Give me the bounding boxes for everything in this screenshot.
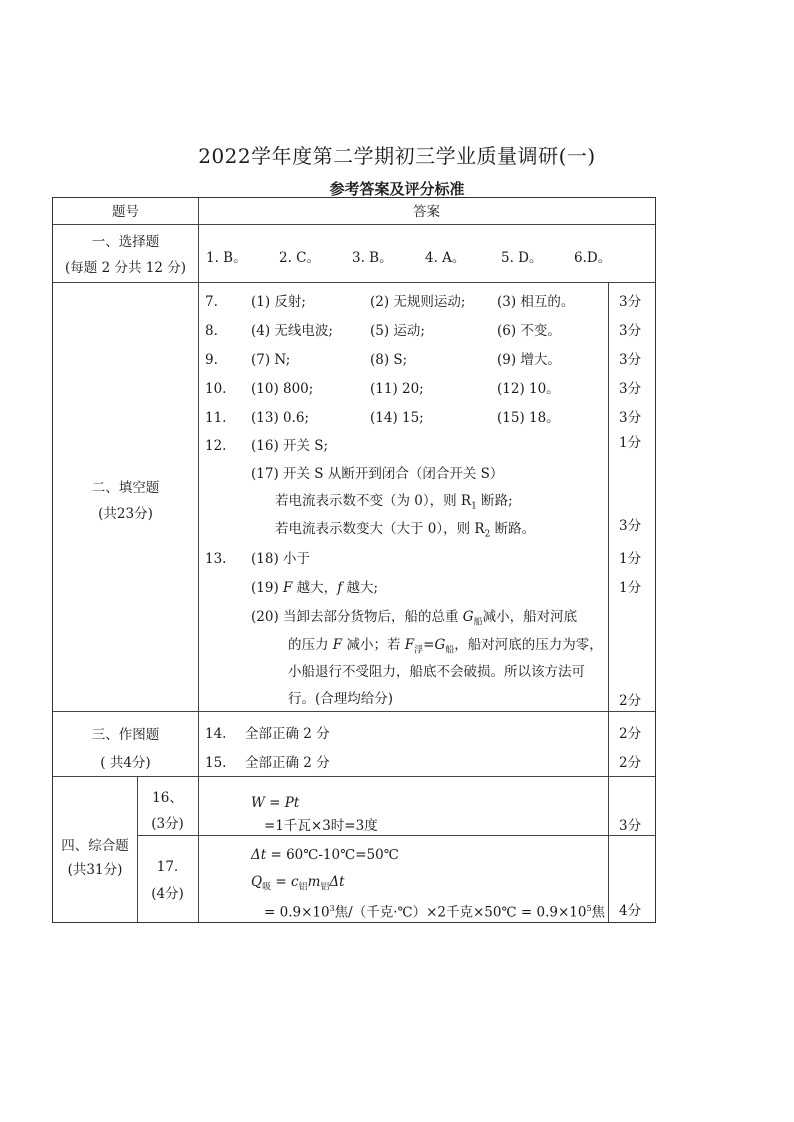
rule-sec1 [53,282,655,283]
q12-score-16: 1分 [619,435,642,451]
q10-blank-12: (12) 10。 [497,381,560,397]
document-title: 2022学年度第二学期初三学业质量调研(一) [198,144,596,168]
q9-score: 3分 [619,352,642,368]
rule-header [53,224,655,225]
q9-blank-9: (9) 增大。 [497,352,561,368]
q9-blank-7: (7) N; [251,352,291,368]
q17-line1: Δt = 60℃-10℃=50℃ [251,847,399,863]
q13-blank-20-line3: 小船退行不受阻力，船底不会破损。所以该方法可 [288,664,585,680]
q10-score: 3分 [619,381,642,397]
answer-table [52,197,656,923]
q14-score: 2分 [619,726,642,742]
q7-blank-1: (1) 反射; [251,294,306,310]
q13-blank-18: (18) 小于 [251,551,311,567]
q13-score-20: 2分 [619,693,642,709]
sec1-answer-5: 5. D。 [501,250,543,266]
sec4-name: 四、综合题 [61,838,129,854]
document-subtitle: 参考答案及评分标准 [329,180,465,198]
sec2-name: 二、填空题 [91,480,160,496]
q13-blank-20-line2: 的压力 F 减小；若 $F_浮=G_船$，船对河底的压力为零， [288,637,603,656]
q8-score: 3分 [619,323,642,339]
q13-blank-20-line4: 行。(合理均给分) [288,691,394,707]
sec1-answer-6: 6.D。 [574,250,612,266]
q13-blank-19: (19) F 越大，f 越大; [251,580,379,596]
q11-blank-14: (14) 15; [370,410,424,426]
q16-line2: =1千瓦×3时=3度 [264,818,378,834]
q12-blank-17: (17) 开关 S 从断开到闭合（闭合开关 S） [251,466,504,482]
q12-number: 12. [205,438,227,454]
q10-blank-11: (11) 20; [370,381,424,397]
q12-score-17: 3分 [619,518,642,534]
q15-answer: 全部正确 2 分 [245,755,330,771]
q17-score: 4分 [619,903,642,919]
q13-score-19: 1分 [619,580,642,596]
q8-blank-6: (6) 不变。 [497,323,561,339]
sec3-note: ( 共4分) [100,755,151,771]
q13-number: 13. [205,551,227,567]
sec1-note: (每题 2 分共 12 分) [65,260,186,276]
sec4-note: (共31分) [67,862,123,878]
q16-points: (3分) [151,816,184,832]
q17-line3: = $0.9\times 10^3$焦/（千克·℃）×2千克×50℃ = $0.9\times 10^5$焦 [264,904,606,921]
q11-number: 11. [205,410,227,426]
rule-col-main [198,198,199,922]
q13-blank-20-line1: (20) 当卸去部分货物后，船的总重 $G_船$减小，船对河底 [251,609,578,628]
q16-line1: W = Pt [251,795,300,811]
q9-number: 9. [205,352,218,368]
q16-score: 3分 [619,818,642,834]
sec3-name: 三、作图题 [91,727,160,743]
q11-score: 3分 [619,410,642,426]
q13-score-18: 1分 [619,551,642,567]
q12-blank-16: (16) 开关 S; [251,438,329,454]
sec1-name: 一、选择题 [91,234,160,250]
q7-number: 7. [205,294,218,310]
q12-case-r1: 若电流表示数不变（为 0），则 $R_1$ 断路; [275,493,513,512]
q17-points: (4分) [151,886,184,902]
q17-number: 17. [156,859,179,875]
sec1-answer-2: 2. C。 [279,250,321,266]
rule-col-score [608,282,609,922]
header-answer: 答案 [413,204,440,220]
q12-case-r2: 若电流表示数变大（大于 0），则 $R_2$ 断路。 [275,521,536,540]
q15-number: 15. [205,755,227,771]
q15-score: 2分 [619,755,642,771]
q8-number: 8. [205,323,218,339]
q16-number: 16、 [152,790,183,806]
header-question: 题号 [112,204,139,220]
q9-blank-8: (8) S; [370,352,408,368]
q14-answer: 全部正确 2 分 [245,726,330,742]
q7-blank-3: (3) 相互的。 [497,294,575,310]
q7-score: 3分 [619,294,642,310]
q11-blank-13: (13) 0.6; [251,410,310,426]
sec1-answer-4: 4. A。 [425,250,466,266]
q17-line2: $Q_吸 = c_铝m_铝\Delta t$ [251,874,345,893]
q7-blank-2: (2) 无规则运动; [370,294,466,310]
q8-blank-4: (4) 无线电波; [251,323,333,339]
q10-number: 10. [205,381,227,397]
q14-number: 14. [205,726,227,742]
q10-blank-10: (10) 800; [251,381,314,397]
rule-sec3 [53,776,655,777]
q8-blank-5: (5) 运动; [370,323,425,339]
rule-sec2 [53,711,655,712]
sec2-note: (共23分) [98,506,153,522]
rule-q16 [137,835,655,836]
sec1-answer-3: 3. B。 [352,250,393,266]
sec1-answer-1: 1. B。 [206,250,247,266]
q11-blank-15: (15) 18。 [497,410,560,426]
